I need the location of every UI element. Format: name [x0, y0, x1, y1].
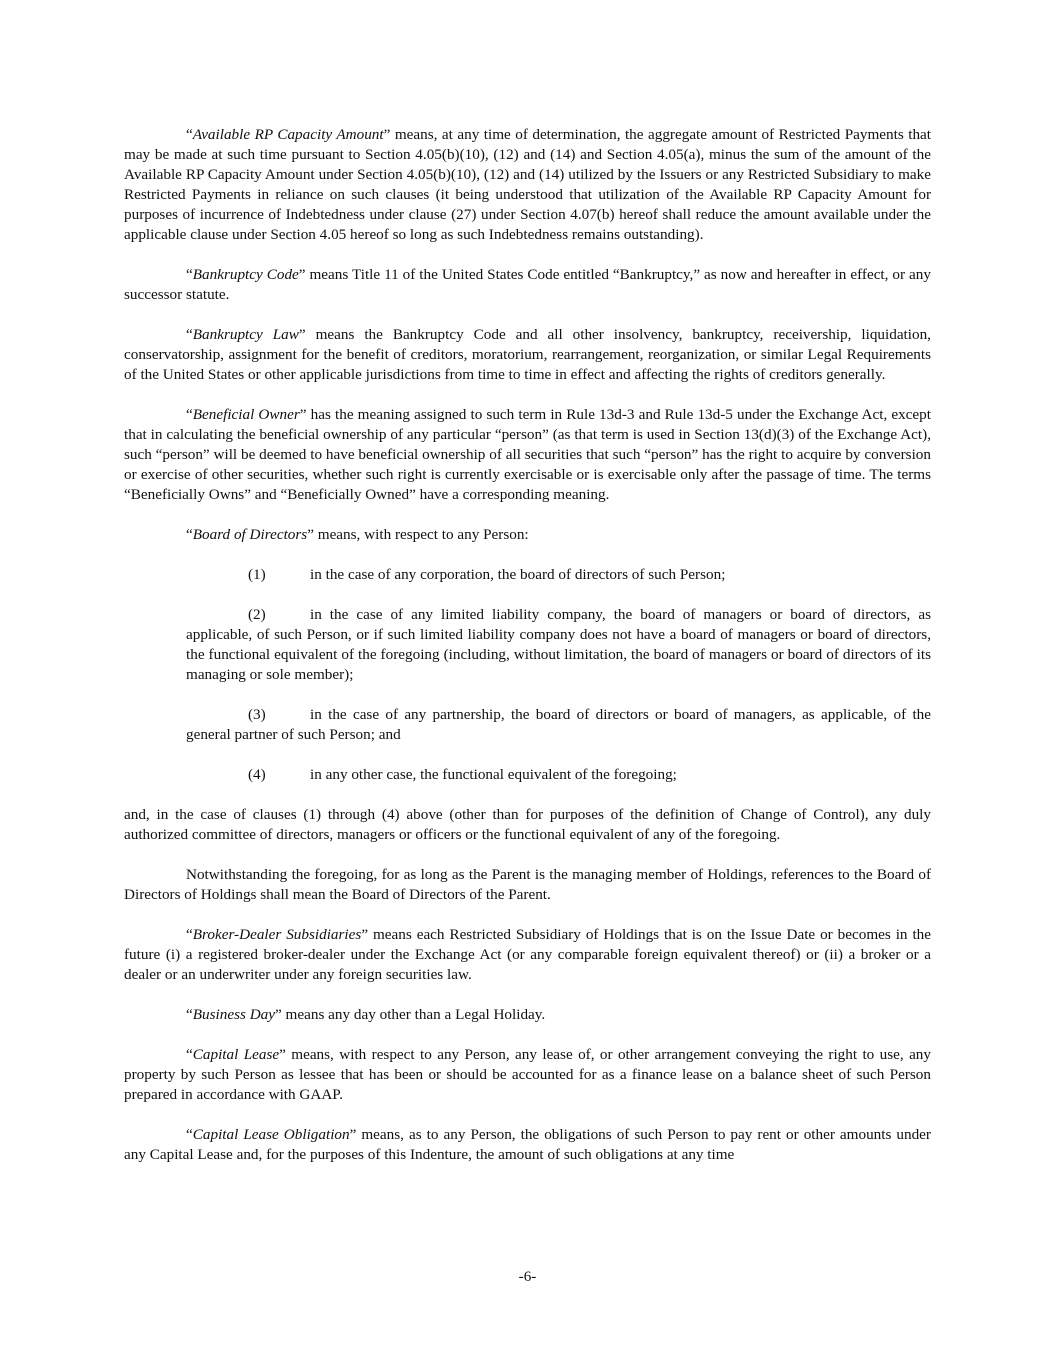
defined-term: Available RP Capacity Amount	[192, 126, 384, 143]
defined-term: Board of Directors	[192, 526, 308, 543]
definition-capital-lease: “Capital Lease” means, with respect to any Person, any lease of, or other arrangement conveying the right to use, any property by such Person as lessee that has been or should be accounted for as a finance lease on a balance sheet of such Person prepared in accordance with GAAP.	[124, 1046, 931, 1103]
definition-body: as to any Person, the obligations of such Person to pay rent or other amounts under any Capital Lease and, for the purposes of this Indenture, the amount of such obligations at any time	[124, 1126, 931, 1163]
clause-text: in the case of any corporation, the board of directors of such Person;	[310, 566, 726, 583]
definition-body: Title 11 of the United States Code entitled “Bankruptcy,” as now and hereafter in effect, or any successor statute.	[124, 266, 931, 303]
defined-term: Business Day	[192, 1006, 276, 1023]
page-number: -6-	[518, 1268, 537, 1285]
defined-term: Bankruptcy Law	[192, 326, 299, 343]
definition-body: any day other than a Legal Holiday.	[328, 1006, 546, 1023]
definition-body: with respect to any Person, any lease of, or other arrangement conveying the right to use, any property by such Person as lessee that has been or should be accounted for as a finance lease on a balance sheet of such Person prepared in accordance with GAAP.	[124, 1046, 931, 1103]
clause-4	[186, 765, 931, 785]
defined-term: Capital Lease Obligation	[192, 1126, 350, 1143]
clause-number: (1)	[248, 566, 266, 583]
clause-1	[186, 565, 931, 585]
definition-bankruptcy-code: “Bankruptcy Code” means Title 11 of the United States Code entitled “Bankruptcy,” as now and hereafter in effect, or any successor statute.	[124, 266, 931, 303]
clause-2	[186, 605, 931, 685]
definition-capital-lease-obligation: “Capital Lease Obligation” means, as to any Person, the obligations of such Person to pay rent or other amounts under any Capital Lease and, for the purposes of this Indenture, the amount of such obligations at any time	[124, 1126, 931, 1163]
clause-text: in any other case, the functional equivalent of the foregoing;	[310, 766, 677, 783]
definition-broker-dealer-subsidiaries: “Broker-Dealer Subsidiaries” means each Restricted Subsidiary of Holdings that is on the Issue Date or becomes in the future (i) a registered broker-dealer under the Exchange Act (or any comparable foreign equivalent thereof) or (ii) a broker or a dealer or an underwriter under any foreign securities law.	[124, 926, 931, 983]
clause-text: in the case of any partnership, the board of directors or board of managers, as applicable, of the general partner of such Person; and	[186, 706, 931, 743]
definition-body: the meaning assigned to such term in Rule 13d-3 and Rule 13d-5 under the Exchange Act, except that in calculating the beneficial ownership of any particular “person” (as that term is used in Section 13(d)(3) of the Exchange Act), such “person” will be deemed to have beneficial ownership of all securities that such “person” has the right to acquire by conversion or exercise of other securities, whether such right is currently exercisable or is exercisable only after the passage of time. The terms “Beneficially Owns” and “Beneficially Owned” have a corresponding meaning.	[124, 406, 931, 503]
clause-number: (4)	[248, 766, 266, 783]
definition-board-of-directors: “Board of Directors” means, with respect to any Person:	[186, 526, 529, 543]
definition-body: each Restricted Subsidiary of Holdings that is on the Issue Date or becomes in the future (i) a registered broker-dealer under the Exchange Act (or any comparable foreign equivalent thereof) or (ii) a broker or a dealer or an underwriter under any foreign securities law.	[124, 926, 931, 983]
definition-body: the Bankruptcy Code and all other insolvency, bankruptcy, receivership, liquidation, conservatorship, assignment for the benefit of creditors, moratorium, rearrangement, reorganization, or similar Legal Requirements of the United States or other applicable jurisdictions from time to time in effect and affecting the rights of creditors generally.	[124, 326, 931, 383]
definition-business-day: “Business Day” means any day other than a Legal Holiday.	[186, 1006, 546, 1023]
clause-3	[186, 705, 931, 745]
defined-term: Broker-Dealer Subsidiaries	[192, 926, 362, 943]
definition-available-rp-capacity-amount: “Available RP Capacity Amount” means, at any time of determination, the aggregate amount of Restricted Payments that may be made at such time pursuant to Section 4.05(b)(10), (12) and (14) and Section 4.05(a), minus the sum of the amount of the Available RP Capacity Amount under Section 4.05(b)(10), (12) and (14) utilized by the Issuers or any Restricted Subsidiary to make Restricted Payments in reliance on such clauses (it being understood that utilization of the Available RP Capacity Amount for purposes of incurrence of Indebtedness under clause (27) under Section 4.07(b) hereof shall reduce the amount available under the applicable clause under Section 4.05 hereof so long as such Indebtedness remains outstanding).	[124, 126, 931, 243]
definition-beneficial-owner: “Beneficial Owner” has the meaning assigned to such term in Rule 13d-3 and Rule 13d-5 under the Exchange Act, except that in calculating the beneficial ownership of any particular “person” (as that term is used in Section 13(d)(3) of the Exchange Act), such “person” will be deemed to have beneficial ownership of all securities that such “person” has the right to acquire by conversion or exercise of other securities, whether such right is currently exercisable or is exercisable only after the passage of time. The terms “Beneficially Owns” and “Beneficially Owned” have a corresponding meaning.	[124, 406, 931, 503]
defined-term: Beneficial Owner	[192, 406, 300, 423]
document-page	[124, 125, 931, 1185]
defined-term: Bankruptcy Code	[192, 266, 299, 283]
clause-text: in the case of any limited liability company, the board of managers or board of directors, as applicable, of such Person, or if such limited liability company does not have a board of managers or board of directors, the functional equivalent of the foregoing (including, without limitation, the board of managers or board of directors of its managing or sole member);	[186, 606, 931, 683]
definition-body: at any time of determination, the aggregate amount of Restricted Payments that may be made at such time pursuant to Section 4.05(b)(10), (12) and (14) and Section 4.05(a), minus the sum of the amount of the Available RP Capacity Amount under Section 4.05(b)(10), (12) and (14) utilized by the Issuers or any Restricted Subsidiary to make Restricted Payments in reliance on such clauses (it being understood that utilization of the Available RP Capacity Amount for purposes of incurrence of Indebtedness under clause (27) under Section 4.07(b) hereof shall reduce the amount available under the applicable clause under Section 4.05 hereof so long as such Indebtedness remains outstanding).	[124, 126, 931, 243]
notwithstanding-paragraph: Notwithstanding the foregoing, for as long as the Parent is the managing member of Holdings, references to the Board of Directors of Holdings shall mean the Board of Directors of the Parent.	[124, 866, 931, 903]
clause-number: (3)	[248, 706, 266, 723]
clause-number: (2)	[248, 606, 266, 623]
definition-body: with respect to any Person:	[364, 526, 529, 543]
defined-term: Capital Lease	[192, 1046, 280, 1063]
after-clauses-paragraph: and, in the case of clauses (1) through (4) above (other than for purposes of the definition of Change of Control), any duly authorized committee of directors, managers or officers or the functional equivalent of any of the foregoing.	[124, 806, 931, 843]
definition-bankruptcy-law: “Bankruptcy Law” means the Bankruptcy Code and all other insolvency, bankruptcy, receivership, liquidation, conservatorship, assignment for the benefit of creditors, moratorium, rearrangement, reorganization, or similar Legal Requirements of the United States or other applicable jurisdictions from time to time in effect and affecting the rights of creditors generally.	[124, 326, 931, 383]
